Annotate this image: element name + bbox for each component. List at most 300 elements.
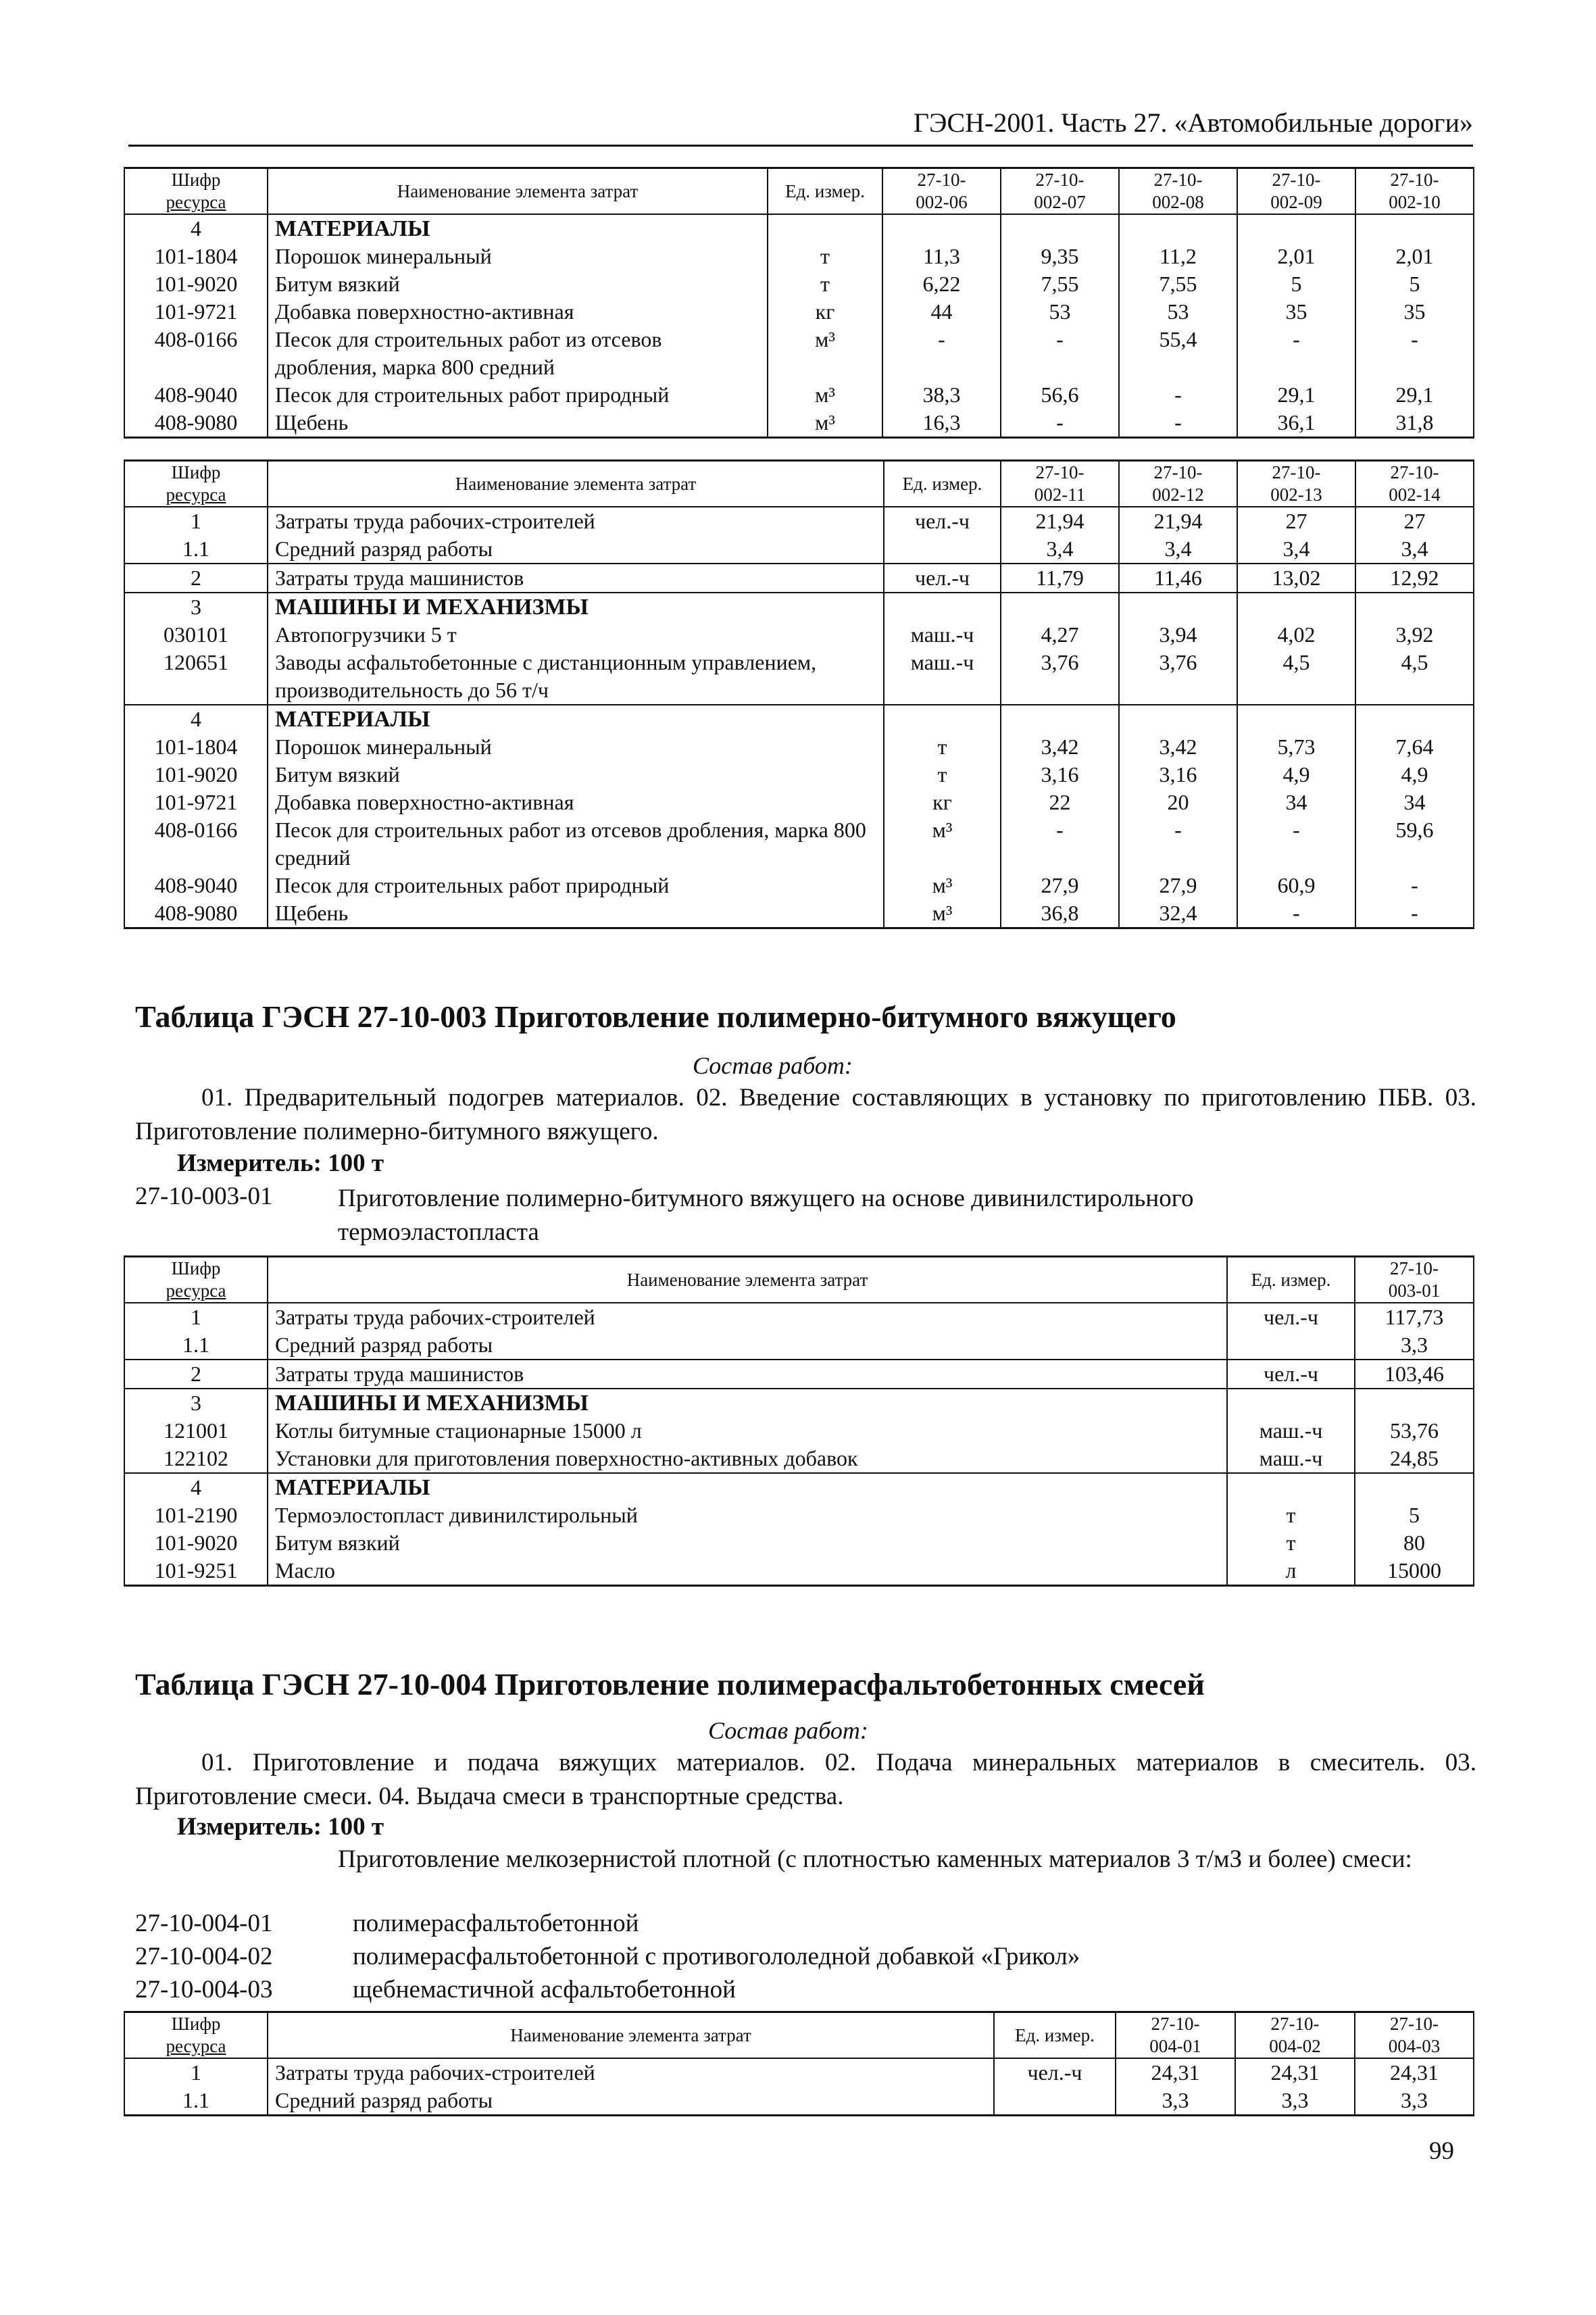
table-row (124, 761, 1474, 789)
norm-value (1237, 705, 1355, 733)
norm-value: 27 (1237, 507, 1355, 535)
resource-table-004-01-03 (124, 2011, 1474, 2116)
norm-value: 80 (1355, 1529, 1474, 1557)
resource-code: 2 (124, 564, 268, 593)
table-row (124, 816, 1474, 872)
norm-column-header-line: 002-14 (1389, 484, 1441, 505)
norm-value: 9,35 (1001, 243, 1119, 270)
norm-value: 53,76 (1355, 1417, 1474, 1445)
cost-item-name: Битум вязкий (268, 1529, 1227, 1557)
code-header-line: ресурса (166, 192, 226, 212)
resource-code: 408-0166 (124, 816, 268, 872)
norm-value: 3,92 (1355, 621, 1474, 649)
norm-column-header-line: 004-01 (1149, 2036, 1201, 2056)
resource-code: 030101 (124, 621, 268, 649)
table-row (124, 733, 1474, 761)
cost-item-name: Щебень (268, 899, 884, 928)
norm-value: 29,1 (1237, 381, 1355, 409)
code-column-header (124, 2012, 268, 2059)
name-column-header: Наименование элемента затрат (268, 168, 768, 215)
norm-value: 27,9 (1001, 872, 1119, 899)
cost-item-name: Щебень (268, 409, 768, 438)
norm-column-header-line: 27-10- (917, 170, 966, 190)
table-row (124, 326, 1474, 381)
header-row (124, 168, 1474, 215)
norm-value (1355, 1473, 1474, 1501)
norm-value: 3,3 (1355, 2087, 1474, 2116)
running-header: ГЭСН-2001. Часть 27. «Автомобильные дороги» (913, 107, 1473, 138)
resource-code: 120651 (124, 649, 268, 705)
resource-code: 2 (124, 1360, 268, 1389)
norm-column-header-line: 27-10- (1390, 1258, 1439, 1278)
norm-description: щебнемастичной асфальтобетонной (353, 1976, 736, 2003)
norm-column-header (1355, 1257, 1474, 1303)
resource-code: 101-1804 (124, 733, 268, 761)
norm-value: 3,16 (1119, 761, 1237, 789)
norm-value: 3,3 (1116, 2087, 1235, 2116)
resource-code: 1 (124, 2058, 268, 2087)
table-row (124, 2058, 1474, 2087)
section-heading: МАТЕРИАЛЫ (268, 705, 884, 733)
unit-of-measure: т (884, 761, 1001, 789)
resource-code: 101-9020 (124, 1529, 268, 1557)
norm-value: 3,42 (1001, 733, 1119, 761)
table-row (124, 593, 1474, 621)
norm-value: 24,85 (1355, 1445, 1474, 1473)
norm-column-header-line: 27-10- (1035, 170, 1084, 190)
norm-column-header-line: 27-10- (1151, 2014, 1200, 2034)
works-caption-003: Состав работ: (693, 1052, 853, 1079)
norm-column-header-line: 27-10- (1035, 462, 1084, 482)
cost-item-name: Средний разряд работы (268, 1331, 1227, 1360)
norm-code: 27-10-004-01 (135, 1910, 273, 1937)
norm-value: 117,73 (1355, 1303, 1474, 1331)
table-row (124, 535, 1474, 564)
norm-value: - (1001, 326, 1119, 381)
cost-item-name: Порошок минеральный (268, 733, 884, 761)
norm-value: 32,4 (1119, 899, 1237, 928)
table-row (124, 1303, 1474, 1331)
norm-column-header (1119, 168, 1237, 215)
code-column-header (124, 1257, 268, 1303)
norm-value: 4,5 (1355, 649, 1474, 705)
norm-code: 27-10-004-03 (135, 1976, 273, 2003)
cost-item-name: Битум вязкий (268, 270, 768, 298)
norm-value: 13,02 (1237, 564, 1355, 593)
norm-value (1237, 214, 1355, 243)
resource-code: 101-9721 (124, 298, 268, 326)
norm-value (1355, 214, 1474, 243)
norm-value: 11,2 (1119, 243, 1237, 270)
norm-column-header-line: 002-06 (916, 192, 968, 212)
norm-column-header-line: 27-10- (1390, 170, 1439, 190)
code-header-line: Шифр (171, 1258, 221, 1278)
resource-code: 101-9020 (124, 270, 268, 298)
norm-value: - (1355, 872, 1474, 899)
norm-column-header-line: 002-13 (1270, 484, 1322, 505)
code-column-header (124, 461, 268, 507)
unit-of-measure (1227, 1389, 1355, 1417)
norm-value: 22 (1001, 789, 1119, 816)
code-header-line: ресурса (166, 484, 226, 505)
works-caption-004: Состав работ: (708, 1717, 868, 1744)
name-column-header: Наименование элемента затрат (268, 2012, 994, 2059)
resource-code: 101-9251 (124, 1557, 268, 1586)
norm-value: - (1355, 899, 1474, 928)
unit-of-measure (884, 535, 1001, 564)
norm-value: 103,46 (1355, 1360, 1474, 1389)
norm-value: - (1119, 381, 1237, 409)
norm-column-header-line: 27-10- (1272, 170, 1321, 190)
norm-value: 35 (1355, 298, 1474, 326)
norm-value: 20 (1119, 789, 1237, 816)
unit-column-header: Ед. измер. (884, 461, 1001, 507)
name-column-header: Наименование элемента затрат (268, 461, 884, 507)
norm-column-header-line: 002-11 (1034, 484, 1086, 505)
norm-value: 15000 (1355, 1557, 1474, 1586)
norm-value: 53 (1001, 298, 1119, 326)
unit-of-measure: маш.-ч (1227, 1445, 1355, 1473)
norm-column-header (1355, 168, 1474, 215)
code-header-line: ресурса (166, 1280, 226, 1301)
norm-column-header-line: 27-10- (1153, 170, 1203, 190)
norm-value: 53 (1119, 298, 1237, 326)
table-row (124, 1360, 1474, 1389)
norm-value: 36,8 (1001, 899, 1119, 928)
norm-value (1355, 593, 1474, 621)
norm-value: 21,94 (1001, 507, 1119, 535)
norm-value: 11,79 (1001, 564, 1119, 593)
norm-value: - (1001, 409, 1119, 438)
unit-of-measure: т (884, 733, 1001, 761)
norm-value: 24,31 (1355, 2058, 1474, 2087)
cost-item-name: Средний разряд работы (268, 535, 884, 564)
table-row (124, 409, 1474, 438)
norm-value (1119, 705, 1237, 733)
unit-of-measure (1227, 1473, 1355, 1501)
norm-value: 4,9 (1355, 761, 1474, 789)
table-row (124, 1417, 1474, 1445)
header-row (124, 1257, 1474, 1303)
unit-of-measure: м³ (884, 872, 1001, 899)
norm-column-header-line: 002-08 (1152, 192, 1204, 212)
unit-of-measure (1227, 1331, 1355, 1360)
norm-value: 3,42 (1119, 733, 1237, 761)
measure-unit-004: Измеритель: 100 т (177, 1813, 384, 1841)
unit-column-header: Ед. измер. (1227, 1257, 1355, 1303)
norm-column-header (1001, 168, 1119, 215)
resource-code: 1.1 (124, 2087, 268, 2116)
norm-value: 3,76 (1001, 649, 1119, 705)
table-row (124, 1557, 1474, 1586)
norm-column-header-line: 003-01 (1388, 1280, 1441, 1301)
unit-of-measure: маш.-ч (884, 649, 1001, 705)
norm-value: 56,6 (1001, 381, 1119, 409)
unit-of-measure: м³ (884, 816, 1001, 872)
norm-value: 4,02 (1237, 621, 1355, 649)
table-row (124, 1389, 1474, 1417)
code-header-line: Шифр (171, 462, 221, 482)
table-row (124, 298, 1474, 326)
norm-value: 60,9 (1237, 872, 1355, 899)
unit-of-measure: маш.-ч (1227, 1417, 1355, 1445)
unit-of-measure: м³ (768, 381, 882, 409)
norm-value: 3,16 (1001, 761, 1119, 789)
unit-of-measure (768, 214, 882, 243)
norm-column-header-line: 004-03 (1388, 2036, 1441, 2056)
norm-value: - (1237, 816, 1355, 872)
code-header-line: Шифр (171, 2014, 221, 2034)
norm-code-27-10-003-01: 27-10-003-01 (135, 1183, 273, 1210)
norm-value: 34 (1355, 789, 1474, 816)
norm-value: 7,55 (1001, 270, 1119, 298)
norm-column-header-line: 27-10- (1270, 2014, 1320, 2034)
code-header-line: ресурса (166, 2036, 226, 2056)
norm-column-header (1119, 461, 1237, 507)
norm-column-header (1116, 2012, 1235, 2059)
unit-of-measure: кг (884, 789, 1001, 816)
norm-value: 3,4 (1355, 535, 1474, 564)
norm-value (882, 214, 1001, 243)
page-number: 99 (1429, 2137, 1454, 2165)
norm-value: - (1355, 326, 1474, 381)
cost-item-name: Затраты труда машинистов (268, 564, 884, 593)
unit-of-measure: чел.-ч (884, 507, 1001, 535)
cost-item-name: Масло (268, 1557, 1227, 1586)
works-description-003: 01. Предварительный подогрев материалов. 02. Введение составляющих в установку по приготовлению ПБВ. 03. Приготовление полимерно-битумного вяжущего. (135, 1084, 1476, 1145)
norm-description: полимерасфальтобетонной (353, 1910, 639, 1937)
resource-code: 1.1 (124, 535, 268, 564)
unit-of-measure: м³ (768, 409, 882, 438)
mix-description: Приготовление мелкозернистой плотной (с плотностью каменных материалов 3 т/мЗ и более) смеси: (338, 1845, 1412, 1873)
norm-column-header-line: 27-10- (1390, 2014, 1439, 2034)
resource-code: 1.1 (124, 1331, 268, 1360)
norm-column-header-line: 002-10 (1389, 192, 1441, 212)
norm-value: - (882, 326, 1001, 381)
cost-item-name: Песок для строительных работ природный (268, 381, 768, 409)
unit-of-measure: чел.-ч (994, 2058, 1116, 2087)
cost-item-name: Порошок минеральный (268, 243, 768, 270)
resource-code: 4 (124, 1473, 268, 1501)
norm-column-header (1001, 461, 1119, 507)
table-row (124, 507, 1474, 535)
resource-code: 3 (124, 1389, 268, 1417)
norm-value: 2,01 (1237, 243, 1355, 270)
table-title-27-10-004: Таблица ГЭСН 27-10-004 Приготовление полимерасфальтобетонных смесей (135, 1667, 1205, 1701)
norm-value: 3,4 (1001, 535, 1119, 564)
norm-column-header (1355, 2012, 1474, 2059)
header-row (124, 461, 1474, 507)
table-row (124, 243, 1474, 270)
norm-value (1001, 214, 1119, 243)
resource-code: 101-9020 (124, 761, 268, 789)
norm-value (1001, 705, 1119, 733)
resource-code: 408-9080 (124, 899, 268, 928)
resource-code: 3 (124, 593, 268, 621)
norm-value: 5,73 (1237, 733, 1355, 761)
norm-value: 31,8 (1355, 409, 1474, 438)
unit-of-measure: т (768, 270, 882, 298)
table-row (124, 1529, 1474, 1557)
table-title-27-10-003: Таблица ГЭСН 27-10-003 Приготовление полимерно-битумного вяжущего (135, 999, 1176, 1034)
table-row (124, 381, 1474, 409)
norm-value: 11,46 (1119, 564, 1237, 593)
norm-value: - (1119, 409, 1237, 438)
unit-of-measure (884, 593, 1001, 621)
cost-item-name: Затраты труда рабочих-строителей (268, 1303, 1227, 1331)
norm-column-header-line: 002-07 (1034, 192, 1086, 212)
norm-value: 34 (1237, 789, 1355, 816)
resource-code: 1 (124, 1303, 268, 1331)
table-row (124, 214, 1474, 243)
table-row (124, 899, 1474, 928)
norm-value: 21,94 (1119, 507, 1237, 535)
norm-value: 24,31 (1235, 2058, 1355, 2087)
norm-value: - (1237, 899, 1355, 928)
norm-code: 27-10-004-02 (135, 1943, 273, 1970)
norm-column-header (1235, 2012, 1355, 2059)
unit-column-header: Ед. измер. (994, 2012, 1116, 2059)
norm-description: полимерасфальтобетонной с противогололедной добавкой «Грикол» (353, 1943, 1080, 1970)
table-row (124, 1331, 1474, 1360)
unit-of-measure: кг (768, 298, 882, 326)
cost-item-name: Добавка поверхностно-активная (268, 298, 768, 326)
resource-code: 408-9040 (124, 381, 268, 409)
code-column-header (124, 168, 268, 215)
cost-item-name: Добавка поверхностно-активная (268, 789, 884, 816)
norm-value: 3,3 (1355, 1331, 1474, 1360)
resource-table-002-11-14 (124, 459, 1474, 929)
table-row (124, 1473, 1474, 1501)
cost-item-name: Песок для строительных работ из отсевов дробления, марка 800 средний (268, 816, 884, 872)
norm-value: 24,31 (1116, 2058, 1235, 2087)
norm-value (1355, 705, 1474, 733)
table-row (124, 2087, 1474, 2116)
resource-code: 122102 (124, 1445, 268, 1473)
norm-value: 12,92 (1355, 564, 1474, 593)
norm-column-header-line: 004-02 (1269, 2036, 1321, 2056)
norm-value: - (1119, 816, 1237, 872)
norm-column-header (1237, 461, 1355, 507)
table-row (124, 1445, 1474, 1473)
section-heading: МАШИНЫ И МЕХАНИЗМЫ (268, 593, 884, 621)
table-row (124, 564, 1474, 593)
table-row (124, 649, 1474, 705)
resource-code: 408-9080 (124, 409, 268, 438)
norm-value: 59,6 (1355, 816, 1474, 872)
table-row (124, 872, 1474, 899)
norm-value: 3,3 (1235, 2087, 1355, 2116)
resource-code: 1 (124, 507, 268, 535)
norm-value (1355, 1389, 1474, 1417)
norm-value: 35 (1237, 298, 1355, 326)
unit-of-measure: м³ (884, 899, 1001, 928)
unit-of-measure: л (1227, 1557, 1355, 1586)
cost-item-name: Котлы битумные стационарные 15000 л (268, 1417, 1227, 1445)
norm-column-header-line: 27-10- (1390, 462, 1439, 482)
cost-item-name: Затраты труда рабочих-строителей (268, 2058, 994, 2087)
cost-item-name: Автопогрузчики 5 т (268, 621, 884, 649)
table-row (124, 621, 1474, 649)
norm-value: 7,55 (1119, 270, 1237, 298)
unit-of-measure: м³ (768, 326, 882, 381)
norm-value: 55,4 (1119, 326, 1237, 381)
cost-item-name: Затраты труда рабочих-строителей (268, 507, 884, 535)
cost-item-name: Заводы асфальтобетонные с дистанционным управлением, производительность до 56 т/ч (268, 649, 884, 705)
cost-item-name: Средний разряд работы (268, 2087, 994, 2116)
table-row (124, 705, 1474, 733)
norm-value: - (1237, 326, 1355, 381)
norm-value: - (1001, 816, 1119, 872)
norm-value: 5 (1355, 270, 1474, 298)
norm-value: 6,22 (882, 270, 1001, 298)
section-heading: МАТЕРИАЛЫ (268, 1473, 1227, 1501)
norm-value: 16,3 (882, 409, 1001, 438)
norm-column-header-line: 27-10- (1272, 462, 1321, 482)
resource-code: 101-2190 (124, 1501, 268, 1529)
unit-of-measure: чел.-ч (1227, 1360, 1355, 1389)
resource-code: 101-9721 (124, 789, 268, 816)
norm-column-header-line: 27-10- (1153, 462, 1203, 482)
resource-code: 101-1804 (124, 243, 268, 270)
norm-value: 27 (1355, 507, 1474, 535)
norm-value: 4,5 (1237, 649, 1355, 705)
unit-of-measure: чел.-ч (884, 564, 1001, 593)
unit-column-header: Ед. измер. (768, 168, 882, 215)
unit-of-measure: чел.-ч (1227, 1303, 1355, 1331)
norm-value: 36,1 (1237, 409, 1355, 438)
resource-code: 121001 (124, 1417, 268, 1445)
resource-code: 408-0166 (124, 326, 268, 381)
norm-description-27-10-003-01: Приготовление полимерно-битумного вяжущего на основе дивинилстирольного термоэластопласта (338, 1185, 1194, 1246)
cost-item-name: Термоэлостопласт дивинилстирольный (268, 1501, 1227, 1529)
unit-of-measure: т (1227, 1529, 1355, 1557)
section-heading: МАТЕРИАЛЫ (268, 214, 768, 243)
norm-column-header (1355, 461, 1474, 507)
unit-of-measure: т (1227, 1501, 1355, 1529)
cost-item-name: Затраты труда машинистов (268, 1360, 1227, 1389)
table-row (124, 789, 1474, 816)
norm-value: 27,9 (1119, 872, 1237, 899)
name-column-header: Наименование элемента затрат (268, 1257, 1227, 1303)
norm-value: 3,4 (1119, 535, 1237, 564)
norm-value (1119, 214, 1237, 243)
resource-table-003-01 (124, 1255, 1474, 1587)
section-heading: МАШИНЫ И МЕХАНИЗМЫ (268, 1389, 1227, 1417)
resource-code: 4 (124, 214, 268, 243)
norm-value (1119, 593, 1237, 621)
norm-column-header-line: 002-09 (1270, 192, 1322, 212)
table-row (124, 270, 1474, 298)
norm-value: 44 (882, 298, 1001, 326)
works-description-004: 01. Приготовление и подача вяжущих материалов. 02. Подача минеральных материалов в смеситель. 03. Приготовление смеси. 04. Выдача смеси в транспортные средства. (135, 1749, 1476, 1810)
unit-of-measure (884, 705, 1001, 733)
page-header (128, 107, 1473, 147)
norm-value: 4,9 (1237, 761, 1355, 789)
norm-value: 38,3 (882, 381, 1001, 409)
resource-table-002-06-10 (124, 167, 1474, 439)
cost-item-name: Песок для строительных работ природный (268, 872, 884, 899)
norm-value (1237, 593, 1355, 621)
norm-column-header (882, 168, 1001, 215)
norm-value: 29,1 (1355, 381, 1474, 409)
code-header-line: Шифр (171, 170, 221, 190)
norm-value: 3,4 (1237, 535, 1355, 564)
norm-value: 5 (1237, 270, 1355, 298)
norm-value: 4,27 (1001, 621, 1119, 649)
norm-value: 3,94 (1119, 621, 1237, 649)
unit-of-measure (994, 2087, 1116, 2116)
